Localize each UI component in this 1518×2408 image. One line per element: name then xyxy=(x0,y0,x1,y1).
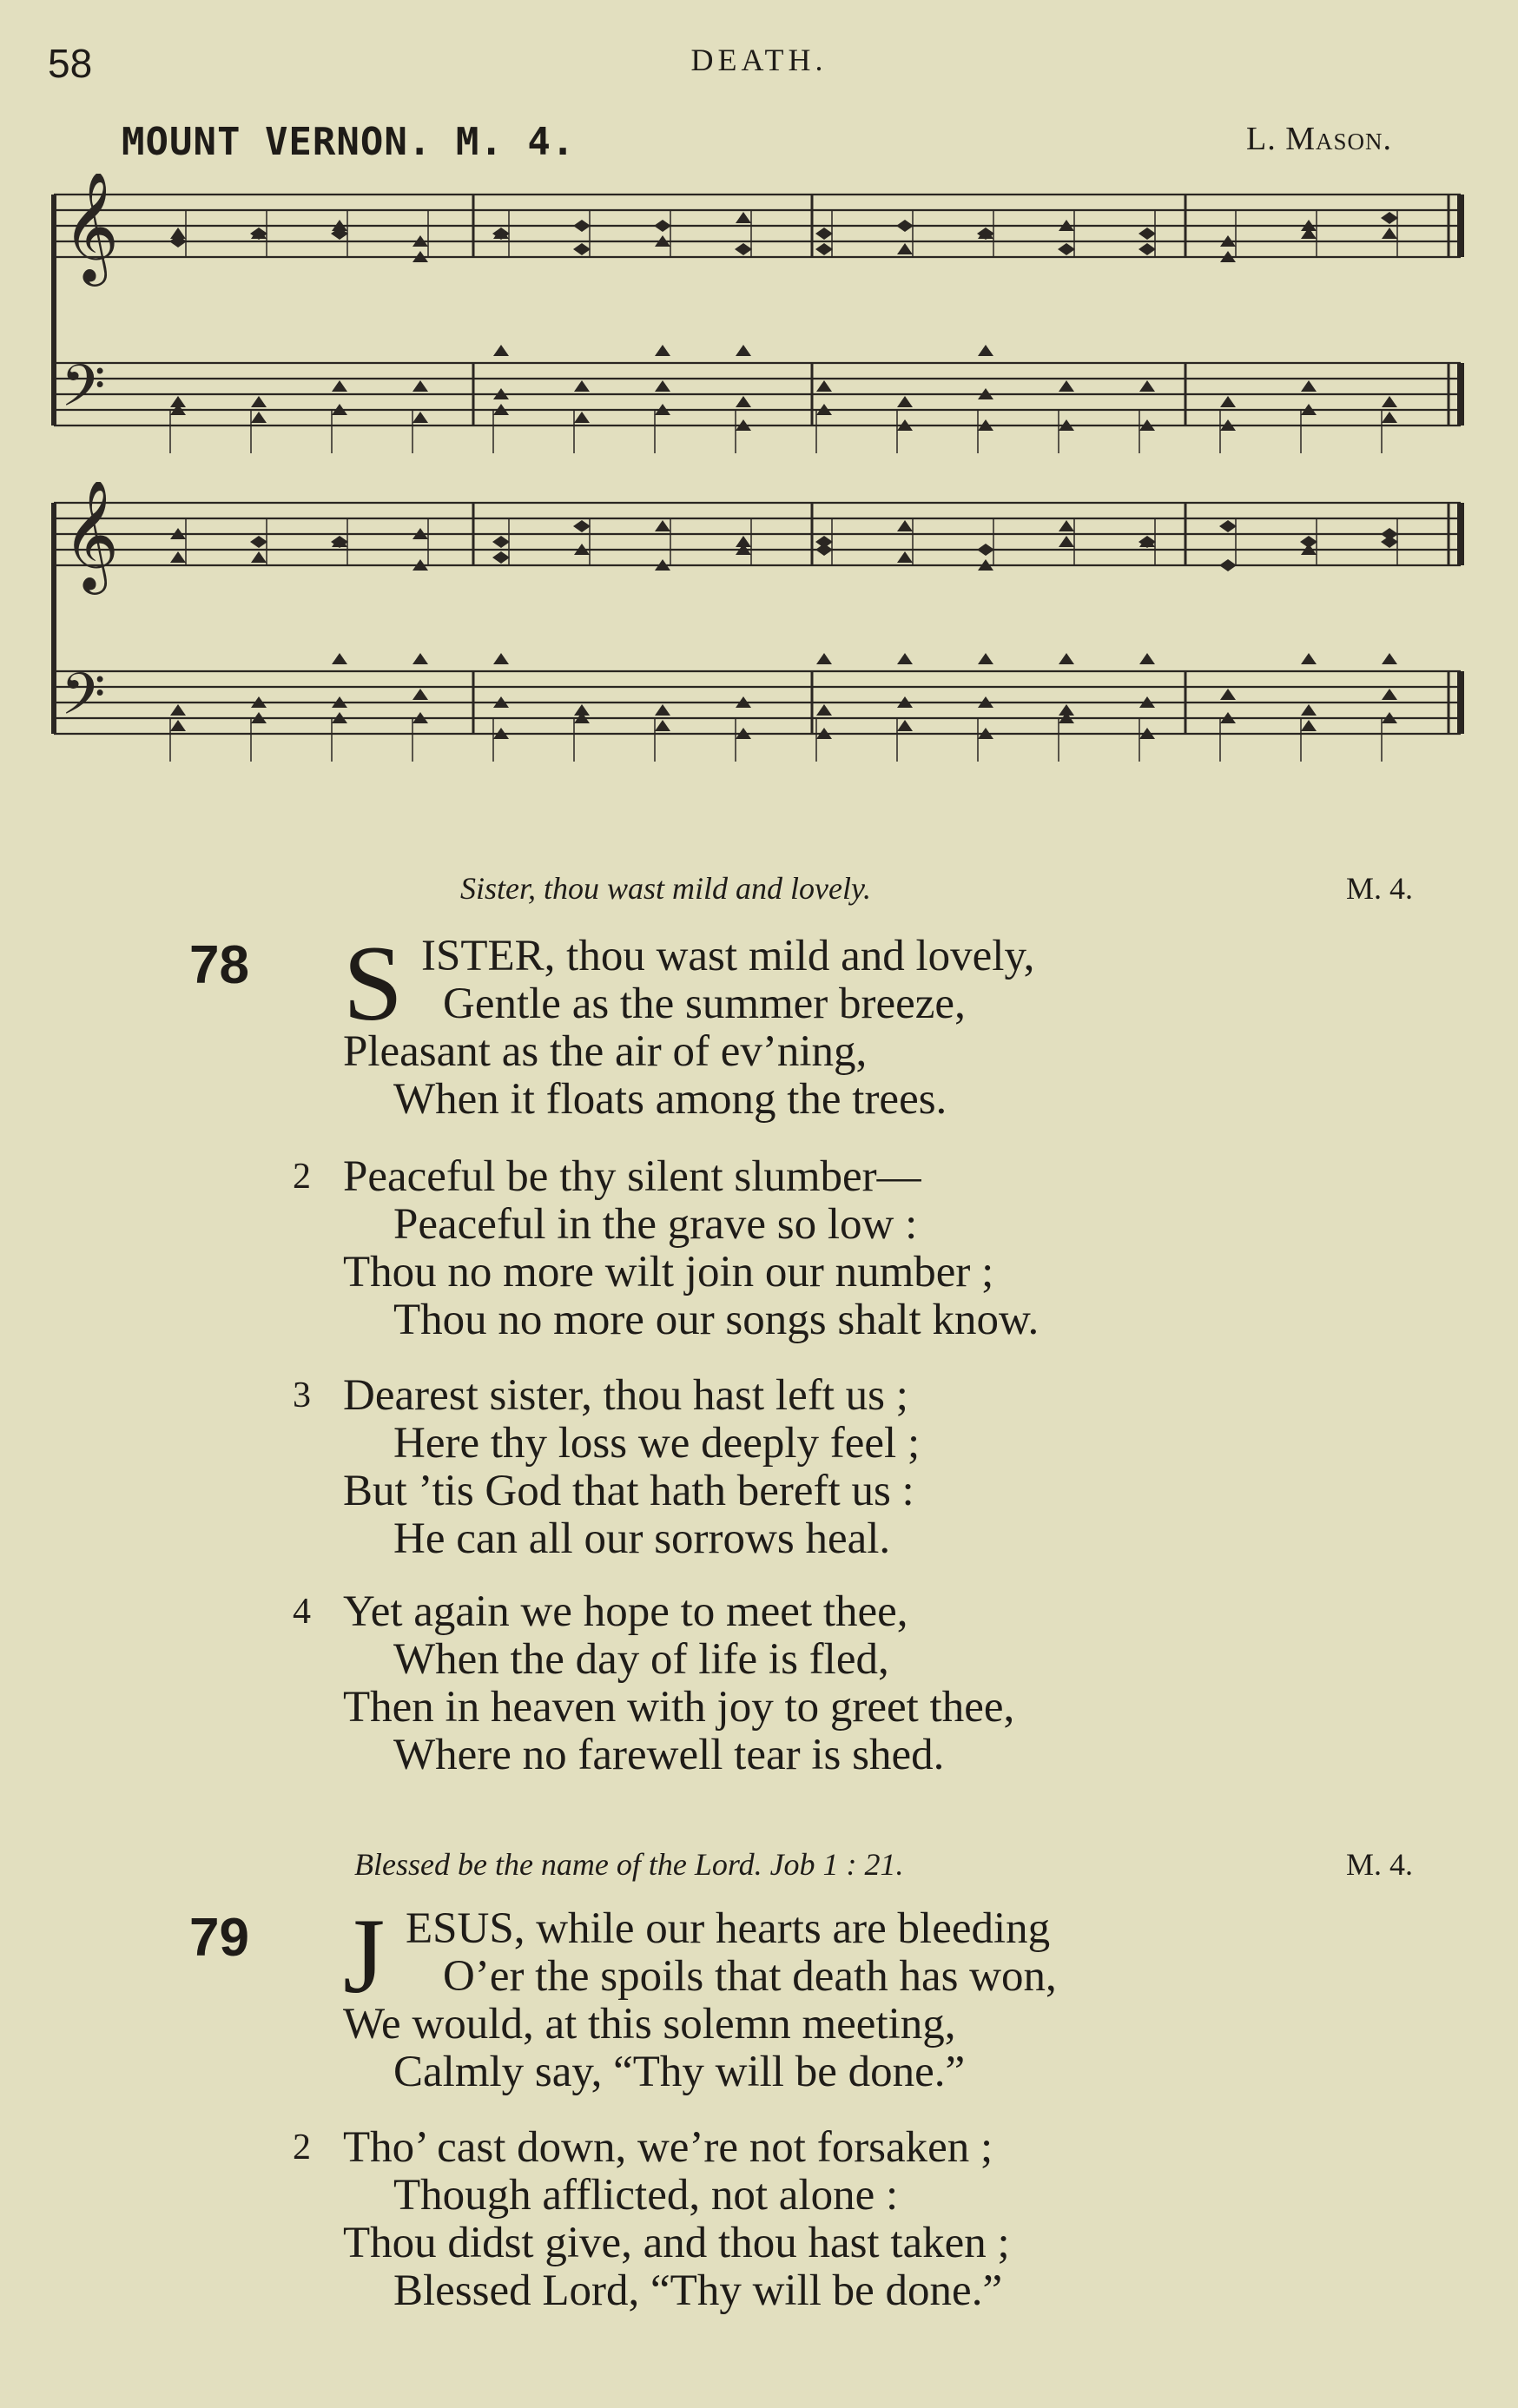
hymn-79-meter: M. 4. xyxy=(1346,1847,1414,1882)
shape-note xyxy=(492,536,510,548)
shape-note xyxy=(493,345,509,356)
shape-note xyxy=(1139,653,1155,664)
shape-note xyxy=(897,653,913,664)
stanza-number: 2 xyxy=(293,2128,311,2167)
shape-note xyxy=(978,345,993,356)
shape-note xyxy=(492,551,510,564)
shape-note xyxy=(1382,396,1397,407)
shape-note xyxy=(574,412,590,423)
hymn-78-meter: M. 4. xyxy=(1346,871,1414,906)
verse-line: We would, at this solemn meeting, xyxy=(343,2000,956,2048)
shape-note xyxy=(655,704,670,716)
shape-note xyxy=(1219,559,1237,571)
shape-note xyxy=(1381,536,1398,548)
shape-note xyxy=(574,380,590,392)
shape-note xyxy=(655,720,670,731)
verse-line: But ’tis God that hath bereft us : xyxy=(343,1467,914,1515)
hymn-79-number: 79 xyxy=(189,1908,249,1968)
treble-clef-icon: 𝄞 xyxy=(63,482,120,590)
shape-note xyxy=(1301,704,1317,716)
shape-note xyxy=(412,689,428,700)
shape-note xyxy=(897,243,913,254)
tune-name: MOUNT VERNON. M. 4. xyxy=(122,120,576,164)
shape-note xyxy=(170,720,186,731)
shape-note xyxy=(412,653,428,664)
shape-note xyxy=(1382,228,1397,239)
shape-note xyxy=(170,551,186,563)
shape-note xyxy=(1058,243,1075,255)
verse-line: Pleasant as the air of ev’ning, xyxy=(343,1027,868,1076)
shape-note xyxy=(897,520,913,531)
first-word-rest: ESUS, xyxy=(406,1904,525,1953)
shape-note xyxy=(816,704,832,716)
verse-line: Yet again we hope to meet thee, xyxy=(343,1587,908,1636)
hymn-78-stanza-4 xyxy=(293,1587,1015,1779)
first-word-rest: ISTER, xyxy=(421,932,556,980)
shape-note xyxy=(170,228,186,239)
hymn-78-stanza-2 xyxy=(293,1152,1040,1344)
verse-line: He can all our sorrows heal. xyxy=(393,1514,891,1563)
shape-note xyxy=(412,412,428,423)
hymn-78-title: Sister, thou wast mild and lovely. xyxy=(460,871,871,906)
shape-note xyxy=(1059,536,1074,547)
shape-note xyxy=(251,551,267,563)
verse-line: Where no farewell tear is shed. xyxy=(393,1731,945,1779)
shape-note xyxy=(896,220,914,232)
shape-note xyxy=(736,345,751,356)
verse-line: Then in heaven with joy to greet thee, xyxy=(343,1683,1015,1732)
verse-line: Gentle as the summer breeze, xyxy=(443,980,966,1028)
shape-note xyxy=(1139,380,1155,392)
hymn-79-stanza-2 xyxy=(293,2123,1010,2315)
music-system-2 xyxy=(0,482,1518,803)
shape-note xyxy=(251,396,267,407)
shape-note xyxy=(815,243,833,255)
verse-line: Calmly say, “Thy will be done.” xyxy=(393,2048,966,2096)
verse-line: Thou no more our songs shalt know. xyxy=(393,1296,1040,1344)
shape-note xyxy=(655,380,670,392)
shape-note xyxy=(654,220,671,232)
bass-clef-icon: 𝄢 xyxy=(61,661,106,742)
verse-line: O’er the spoils that death has won, xyxy=(443,1952,1057,2001)
verse-line: Thou didst give, and thou hast taken ; xyxy=(343,2219,1010,2267)
hymn-78-stanza-3 xyxy=(293,1371,921,1563)
verse-line: while our hearts are bleeding xyxy=(525,1904,1051,1953)
shape-note xyxy=(655,345,670,356)
shape-note xyxy=(1059,520,1074,531)
shape-note xyxy=(897,551,913,563)
shape-note xyxy=(1220,689,1236,700)
shape-note xyxy=(170,704,186,716)
dropcap-S: S xyxy=(343,924,403,1043)
shape-note xyxy=(1301,720,1317,731)
tune-composer: L. Mason. xyxy=(1245,121,1392,157)
running-head: DEATH. xyxy=(690,43,828,77)
shape-note xyxy=(1301,653,1317,664)
shape-note xyxy=(1219,520,1237,532)
shape-note xyxy=(736,212,751,223)
shape-note xyxy=(493,653,509,664)
verse-line: Here thy loss we deeply feel ; xyxy=(393,1419,921,1468)
verse-line: Blessed Lord, “Thy will be done.” xyxy=(393,2266,1003,2315)
verse-line: Tho’ cast down, we’re not forsaken ; xyxy=(343,2123,993,2172)
verse-line: Thou no more wilt join our number ; xyxy=(343,1248,994,1296)
shape-note xyxy=(1138,228,1156,240)
page-number: 58 xyxy=(48,41,93,86)
treble-clef-icon: 𝄞 xyxy=(63,174,120,281)
shape-note xyxy=(815,228,833,240)
stanza-number: 3 xyxy=(293,1376,311,1415)
shape-note xyxy=(816,653,832,664)
shape-note xyxy=(736,396,751,407)
stanza-number: 4 xyxy=(293,1592,311,1632)
shape-note xyxy=(573,243,591,255)
verse-line: When the day of life is fled, xyxy=(393,1635,889,1684)
shape-note xyxy=(251,412,267,423)
shape-note xyxy=(897,720,913,731)
shape-note xyxy=(412,380,428,392)
stanza-number: 2 xyxy=(293,1157,311,1197)
shape-note xyxy=(332,380,347,392)
shape-note xyxy=(1301,380,1317,392)
shape-note xyxy=(1382,689,1397,700)
shape-note xyxy=(897,396,913,407)
verse-line: Peaceful be thy silent slumber— xyxy=(343,1152,921,1201)
shape-note xyxy=(573,520,591,532)
verse-line: Dearest sister, thou hast left us ; xyxy=(343,1371,908,1420)
shape-note xyxy=(332,653,347,664)
music-system-1 xyxy=(0,174,1518,495)
hymn-78-number: 78 xyxy=(189,935,249,995)
shape-note xyxy=(1220,396,1236,407)
shape-note xyxy=(816,380,832,392)
shape-note xyxy=(655,520,670,531)
verse-line: Peaceful in the grave so low : xyxy=(393,1200,918,1249)
shape-note xyxy=(977,544,994,556)
shape-note xyxy=(250,536,267,548)
hymn-78-stanza-1 xyxy=(343,924,1035,1124)
shape-note xyxy=(978,653,993,664)
shape-note xyxy=(1059,653,1074,664)
shape-note xyxy=(735,243,752,255)
shape-note xyxy=(815,536,833,548)
shape-note xyxy=(1059,380,1074,392)
shape-note xyxy=(1382,412,1397,423)
verse-line: Though afflicted, not alone : xyxy=(393,2171,899,2220)
verse-line: When it floats among the trees. xyxy=(393,1075,947,1124)
shape-note xyxy=(1382,653,1397,664)
verse-line: thou wast mild and lovely, xyxy=(555,932,1035,980)
dropcap-J: J xyxy=(343,1897,386,2015)
shape-note xyxy=(1138,243,1156,255)
shape-note xyxy=(1381,212,1398,224)
hymn-79-title: Blessed be the name of the Lord. Job 1 : 21. xyxy=(354,1847,904,1882)
bass-clef-icon: 𝄢 xyxy=(61,353,106,433)
hymn-79-stanza-1 xyxy=(343,1897,1057,2096)
shape-note xyxy=(573,220,591,232)
